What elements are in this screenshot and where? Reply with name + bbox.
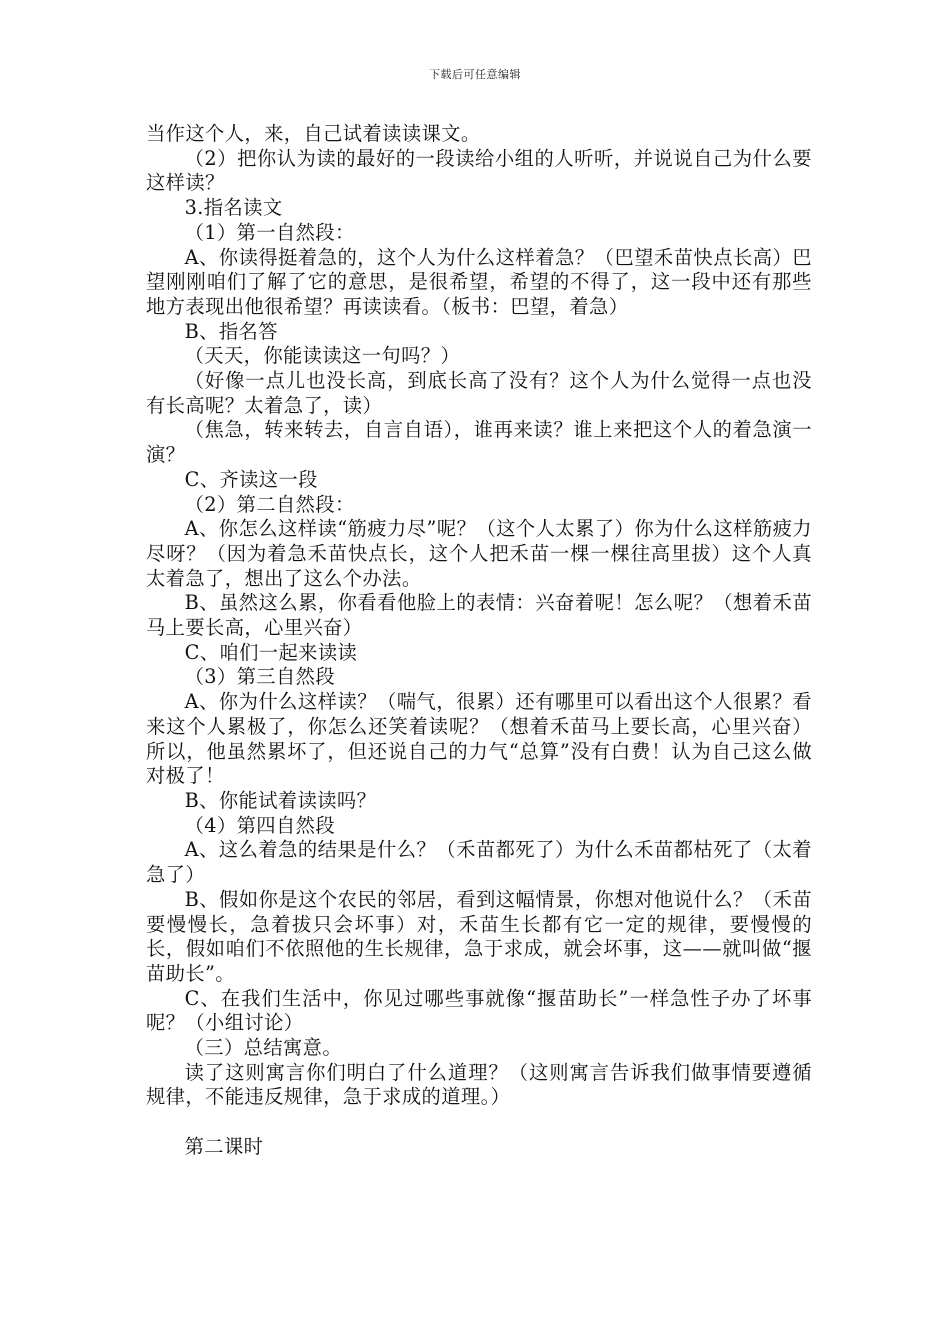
paragraph: C、咱们一起来读读 <box>184 640 358 664</box>
paragraph: B、指名答 <box>184 319 278 343</box>
paragraph: （2）把你认为读的最好的一段读给小组的人听听，并说说自己为什么要这样读？ <box>146 146 812 195</box>
paragraph: A、你为什么这样读？（喘气，很累）还有哪里可以看出这个人很累？看来这个人累极了，你怎么还笑着读呢？（想着禾苗马上要长高，心里兴奋）所以，他虽然累坏了，但还说自己的力气“总算”没有白费！认为自己这么做对极了！ <box>146 690 812 788</box>
paragraph: 读了这则寓言你们明白了什么道理？（这则寓言告诉我们做事情要遵循规律，不能违反规律，急于求成的道理。） <box>146 1060 812 1109</box>
paragraph: （天天，你能读读这一句吗？） <box>184 344 461 368</box>
paragraph: 当作这个人，来，自己试着读读课文。 <box>146 122 481 145</box>
lesson-heading: 第二课时 <box>184 1134 264 1158</box>
paragraph: A、你读得挺着急的，这个人为什么这样着急？（巴望禾苗快点长高）巴望刚刚咱们了解了它的意思，是很希望，希望的不得了，这一段中还有那些地方表现出他很希望？再读读看。（板书：巴望，着急） <box>146 245 812 318</box>
paragraph: （好像一点儿也没长高，到底长高了没有？这个人为什么觉得一点也没有长高呢？太着急了，读） <box>146 369 812 417</box>
subsection-heading: （3）第三自然段 <box>184 665 336 689</box>
paragraph: A、这么着急的结果是什么？（禾苗都死了）为什么禾苗都枯死了（太着急了） <box>146 838 812 887</box>
paragraph: B、你能试着读读吗？ <box>184 788 377 812</box>
section-heading: （三）总结寓意。 <box>184 1036 343 1060</box>
paragraph: C、在我们生活中，你见过哪些事就像“揠苗助长”一样急性子办了坏事呢？（小组讨论） <box>146 986 812 1035</box>
subsection-heading: （1）第一自然段： <box>184 220 355 244</box>
paragraph: B、虽然这么累，你看看他脸上的表情：兴奋着呢！怎么呢？（想着禾苗马上要长高，心里兴奋） <box>146 591 812 640</box>
paragraph: C、齐读这一段 <box>184 467 318 491</box>
subsection-heading: （2）第二自然段： <box>184 492 355 516</box>
paragraph: A、你怎么这样读“筋疲力尽”呢？（这个人太累了）你为什么这样筋疲力尽呀？（因为着急禾苗快点长，这个人把禾苗一棵一棵往高里拔）这个人真太着急了，想出了这么个办法。 <box>146 517 812 590</box>
document-body <box>146 122 812 1160</box>
page-header: 下载后可任意编辑 <box>429 68 521 81</box>
section-heading: 3.指名读文 <box>184 196 283 220</box>
paragraph: （焦急，转来转去，自言自语），谁再来读？谁上来把这个人的着急演一演？ <box>146 418 812 467</box>
paragraph: B、假如你是这个农民的邻居，看到这幅情景，你想对他说什么？（禾苗要慢慢长，急着拔只会坏事）对，禾苗生长都有它一定的规律，要慢慢的长，假如咱们不依照他的生长规律，急于求成，就会坏事，这——就叫做“揠苗助长”。 <box>146 887 812 985</box>
subsection-heading: （4）第四自然段 <box>184 813 336 837</box>
